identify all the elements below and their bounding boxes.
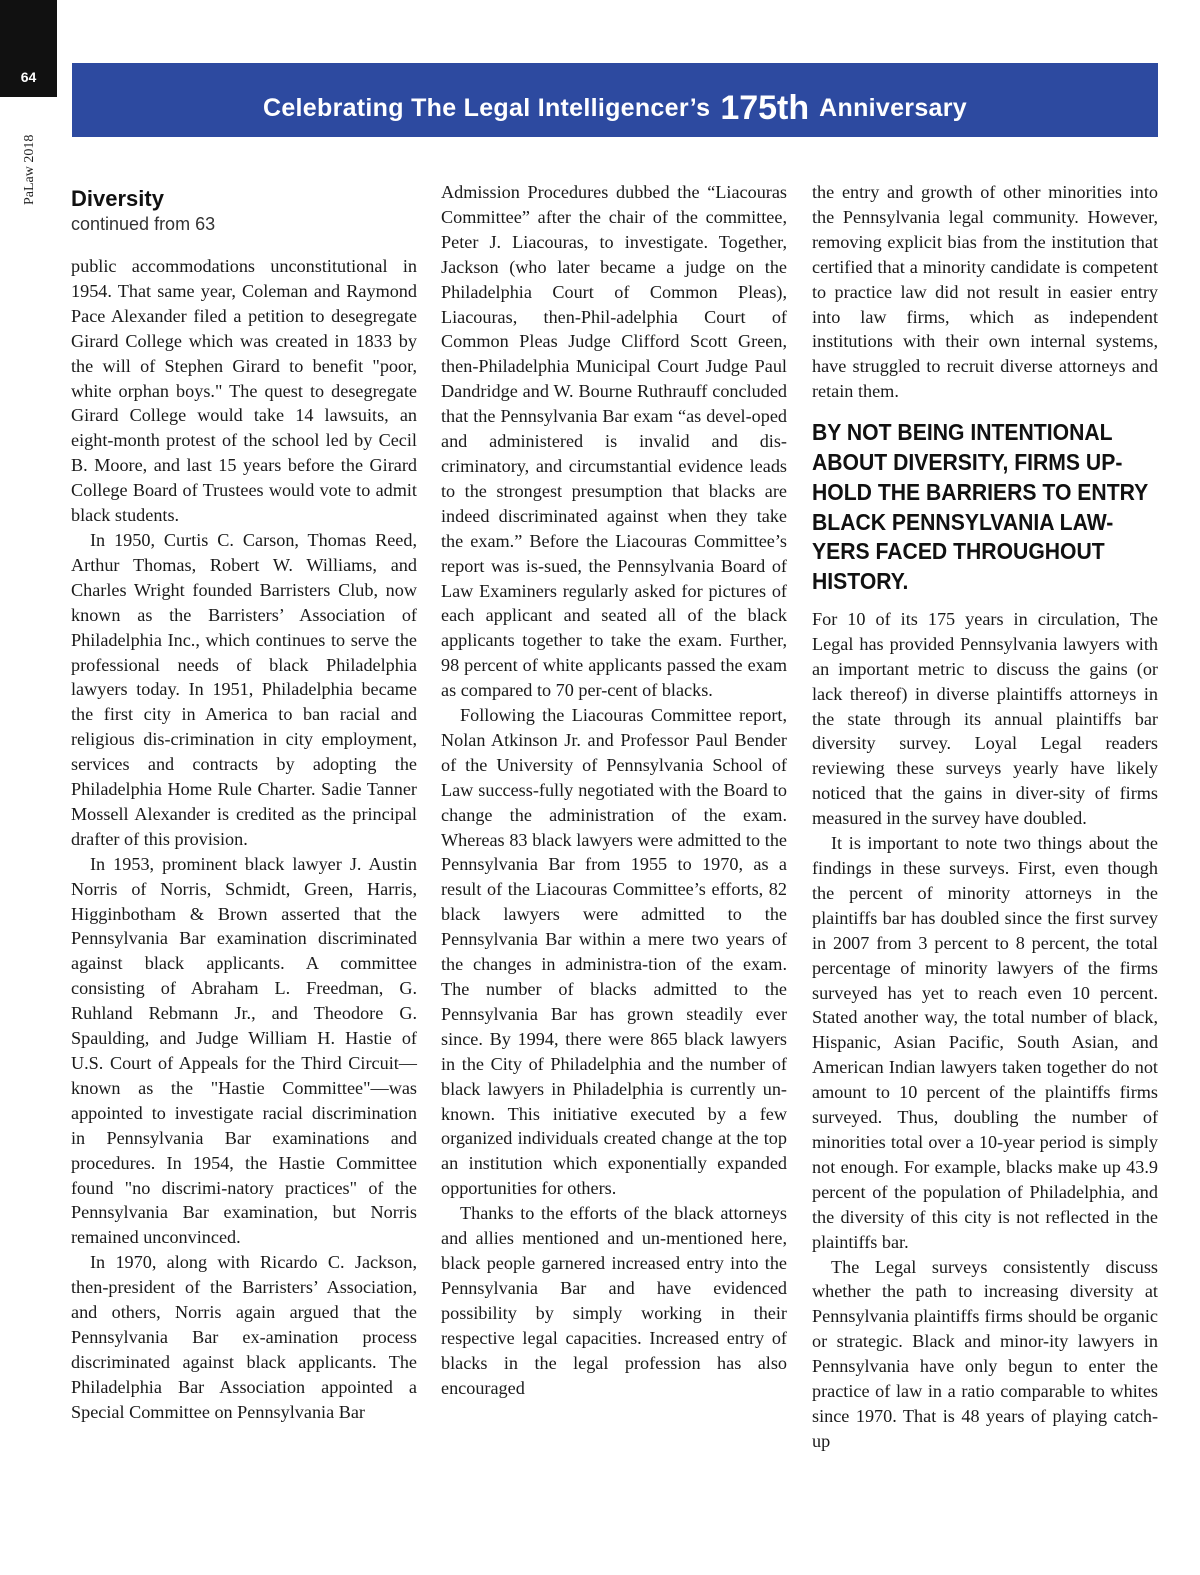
paragraph: In 1953, prominent black lawyer J. Austin Norris of Norris, Schmidt, Green, Harris, Higginbotham & Brown asserted that the Pennsylvania Bar examination discriminated against black applicants. A committee consisting of Abraham L. Freedman, G. Ruhland Rebmann Jr., and Theodore G. Spaulding, and Judge William H. Hastie of U.S. Court of Appeals for the Third Circuit—known as the "Hastie Committee"—was appointed to investigate racial discrimination in Pennsylvania Bar examinations and procedures. In 1954, the Hastie Committee found "no discrimi-natory practices" of the Pennsylvania Bar examination, but Norris remained unconvinced. [71, 853, 417, 1248]
article-column-2 [441, 180, 787, 1400]
paragraph: Following the Liacouras Committee report, Nolan Atkinson Jr. and Professor Paul Bender of the University of Pennsylvania School of Law success-fully negotiated with the Board to change the administration of the exam. Whereas 83 black lawyers were admitted to the Pennsylvania Bar from 1955 to 1970, as a result of the Liacouras Committee’s efforts, 82 black lawyers were admitted to the Pennsylvania Bar within a mere two years of the changes in administra-tion of the exam. The number of blacks admitted to the Pennsylvania Bar has grown steadily ever since. By 1994, there were 865 black lawyers in the City of Philadelphia and the number of black lawyers in Philadelphia is currently un-known. This initiative executed by a few organized individuals created change at the top an institution which exponentially expanded opportunities for others. [441, 705, 787, 1199]
side-running-label: PaLaw 2018 [22, 134, 37, 205]
paragraph: It is important to note two things about the findings in these surveys. First, even though the percent of minority attorneys in the plaintiffs bar has doubled since the first survey in 2007 from 3 percent to 8 percent, the total percentage of minority lawyers of the firms surveyed has yet to reach even 10 percent. Stated another way, the total number of black, Hispanic, Asian Pacific, South Asian, and American Indian lawyers taken together do not amount to 10 percent of the plaintiffs firms surveyed. Thus, doubling the number of minorities total over a 10-year period is simply not enough. For example, blacks make up 43.9 percent of the population of Philadelphia, and the diversity of this city is not reflected in the plaintiffs bar. [812, 833, 1158, 1252]
paragraph: For 10 of its 175 years in circulation, The Legal has provided Pennsylvania lawyers with an important metric to discuss the gains (or lack thereof) in diverse plaintiffs attorneys in the state through its annual plaintiffs bar diversity survey. Loyal Legal readers reviewing these surveys yearly have likely noticed that the gains in diver-sity of firms measured in the survey have doubled. [812, 608, 1158, 829]
paragraph: In 1950, Curtis C. Carson, Thomas Reed, Arthur Thomas, Robert W. Williams, and Charles Wright founded Barristers Club, now known as the Barristers’ Association of Philadelphia Inc., which continues to serve the professional needs of black Philadelphia lawyers today. In 1951, Philadelphia became the first city in America to ban racial and religious dis-crimination in city employment, services and contracts by adopting the Philadelphia Home Rule Charter. Sadie Tanner Mossell Alexander is credited as the principal drafter of this provision. [71, 529, 417, 849]
continued-from-note: continued from 63 [71, 214, 216, 234]
paragraph: the entry and growth of other minorities into the Pennsylvania legal community. However, removing explicit bias from the institution that certified that a minority candidate is competent to practice law did not result in easier entry into law firms, which as independent institutions with their own internal systems, have struggled to recruit diverse attorneys and retain them. [812, 182, 1158, 402]
page-number-text: 64 [20, 69, 37, 85]
article-column-1 [71, 180, 417, 1425]
pull-quote: BY NOT BEING INTENTIONAL ABOUT DIVERSITY, FIRMS UP-HOLD THE BARRIERS TO ENTRY BLACK PENNSYLVANIA LAW-YERS FACED THROUGHOUT HISTORY. [812, 419, 1148, 595]
paragraph: public accommodations unconstitutional in 1954. That same year, Coleman and Raymond Pace Alexander filed a petition to desegregate Girard College which was created in 1833 by the will of Stephen Girard to benefit "poor, white orphan boys." The quest to desegregate Girard College would take 14 lawsuits, an eight-month protest of the school led by Cecil B. Moore, and last 15 years before the Girard College Board of Trustees would vote to admit black students. [71, 256, 417, 526]
banner-number: 175th [720, 89, 810, 127]
paragraph: Admission Procedures dubbed the “Liacouras Committee” after the chair of the committee, Peter J. Liacouras, to investigate. Together, Jackson (who later became a judge on the Philadelphia Court of Common Pleas), Liacouras, then-Phil-adelphia Court of Common Pleas Judge Clifford Scott Green, then-Philadelphia Municipal Court Judge Paul Dandridge and W. Bourne Ruthrauff concluded that the Pennsylvania Bar exam “as devel-oped and administered is invalid and dis-criminatory, and circumstantial evidence leads to the strongest presumption that blacks are indeed discriminated against when they take the exam.” Before the Liacouras Committee’s report was is-sued, the Pennsylvania Board of Law Examiners regularly asked for pictures of each applicant and seated all of the black applicants together to take the exam. Further, 98 percent of white applicants passed the exam as compared to 70 per-cent of blacks. [441, 182, 787, 701]
anniversary-banner [72, 63, 1158, 137]
paragraph: Thanks to the efforts of the black attorneys and allies mentioned and un-mentioned here, black people garnered increased entry into the Pennsylvania Bar and have evidenced possibility by simply working in their respective legal capacities. Increased entry of blacks in the legal profession has also encouraged [441, 1203, 787, 1398]
page-number [0, 0, 57, 97]
banner-text-pre: Celebrating The Legal Intelligencer’s [263, 94, 711, 122]
paragraph: The Legal surveys consistently discuss whether the path to increasing diversity at Pennsylvania plaintiffs firms should be organic or strategic. Black and minor-ity lawyers in Pennsylvania have only begun to enter the practice of law in a ratio comparable to whites since 1970. That is 48 years of playing catch-up [812, 1256, 1158, 1451]
paragraph: In 1970, along with Ricardo C. Jackson, then-president of the Barristers’ Association, and others, Norris again argued that the Pennsylvania Bar ex-amination process discriminated against black applicants. The Philadelphia Bar Association appointed a Special Committee on Pennsylvania Bar [71, 1252, 417, 1422]
article-column-3 [812, 180, 1158, 1454]
section-kicker: Diversity [71, 186, 164, 211]
banner-text-post: Anniversary [819, 94, 967, 122]
